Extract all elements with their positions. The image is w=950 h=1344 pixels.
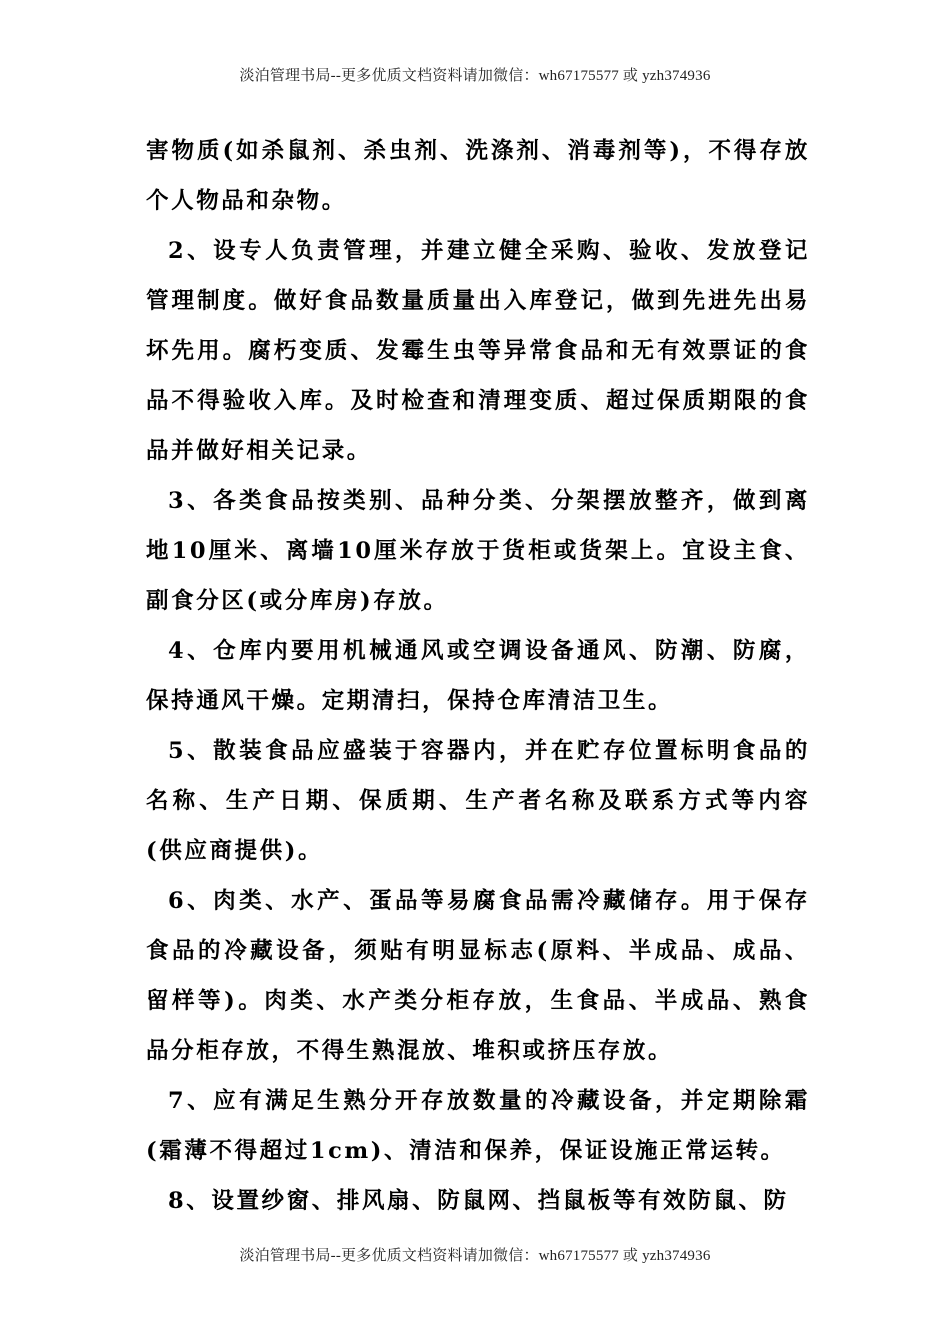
paragraph-item-8: 8、设置纱窗、排风扇、防鼠网、挡鼠板等有效防鼠、防 (168, 1188, 789, 1214)
page-footer: 淡泊管理书局--更多优质文档资料请加微信：wh67175577 或 yzh374936 (239, 1248, 711, 1264)
paragraph-item-7: 7、应有满足生熟分开存放数量的冷藏设备，并定期除霜(霜薄不得超过1cm)、清洁和保养，保证设施正常运转。 (146, 1088, 810, 1164)
paragraph-item-5: 5、散装食品应盛装于容器内，并在贮存位置标明食品的名称、生产日期、保质期、生产者名称及联系方式等内容(供应商提供)。 (146, 738, 810, 864)
paragraph-item-4: 4、仓库内要用机械通风或空调设备通风、防潮、防腐，保持通风干燥。定期清扫，保持仓库清洁卫生。 (146, 638, 810, 714)
paragraph-item-2: 2、设专人负责管理，并建立健全采购、验收、发放登记管理制度。做好食品数量质量出入库登记，做到先进先出易坏先用。腐朽变质、发霉生虫等异常食品和无有效票证的食品不得验收入库。及时检查和清理变质、超过保质期限的食品并做好相关记录。 (146, 238, 810, 464)
document-body (146, 126, 810, 1226)
page-header: 淡泊管理书局--更多优质文档资料请加微信：wh67175577 或 yzh374936 (239, 68, 711, 84)
paragraph-continuation: 害物质(如杀鼠剂、杀虫剂、洗涤剂、消毒剂等)，不得存放个人物品和杂物。 (146, 138, 810, 214)
paragraph-item-6: 6、肉类、水产、蛋品等易腐食品需冷藏储存。用于保存食品的冷藏设备，须贴有明显标志(原料、半成品、成品、留样等)。肉类、水产类分柜存放，生食品、半成品、熟食品分柜存放，不得生熟混放、堆积或挤压存放。 (146, 888, 810, 1064)
paragraph-item-3: 3、各类食品按类别、品种分类、分架摆放整齐，做到离地10厘米、离墙10厘米存放于货柜或货架上。宜设主食、副食分区(或分库房)存放。 (146, 488, 810, 614)
